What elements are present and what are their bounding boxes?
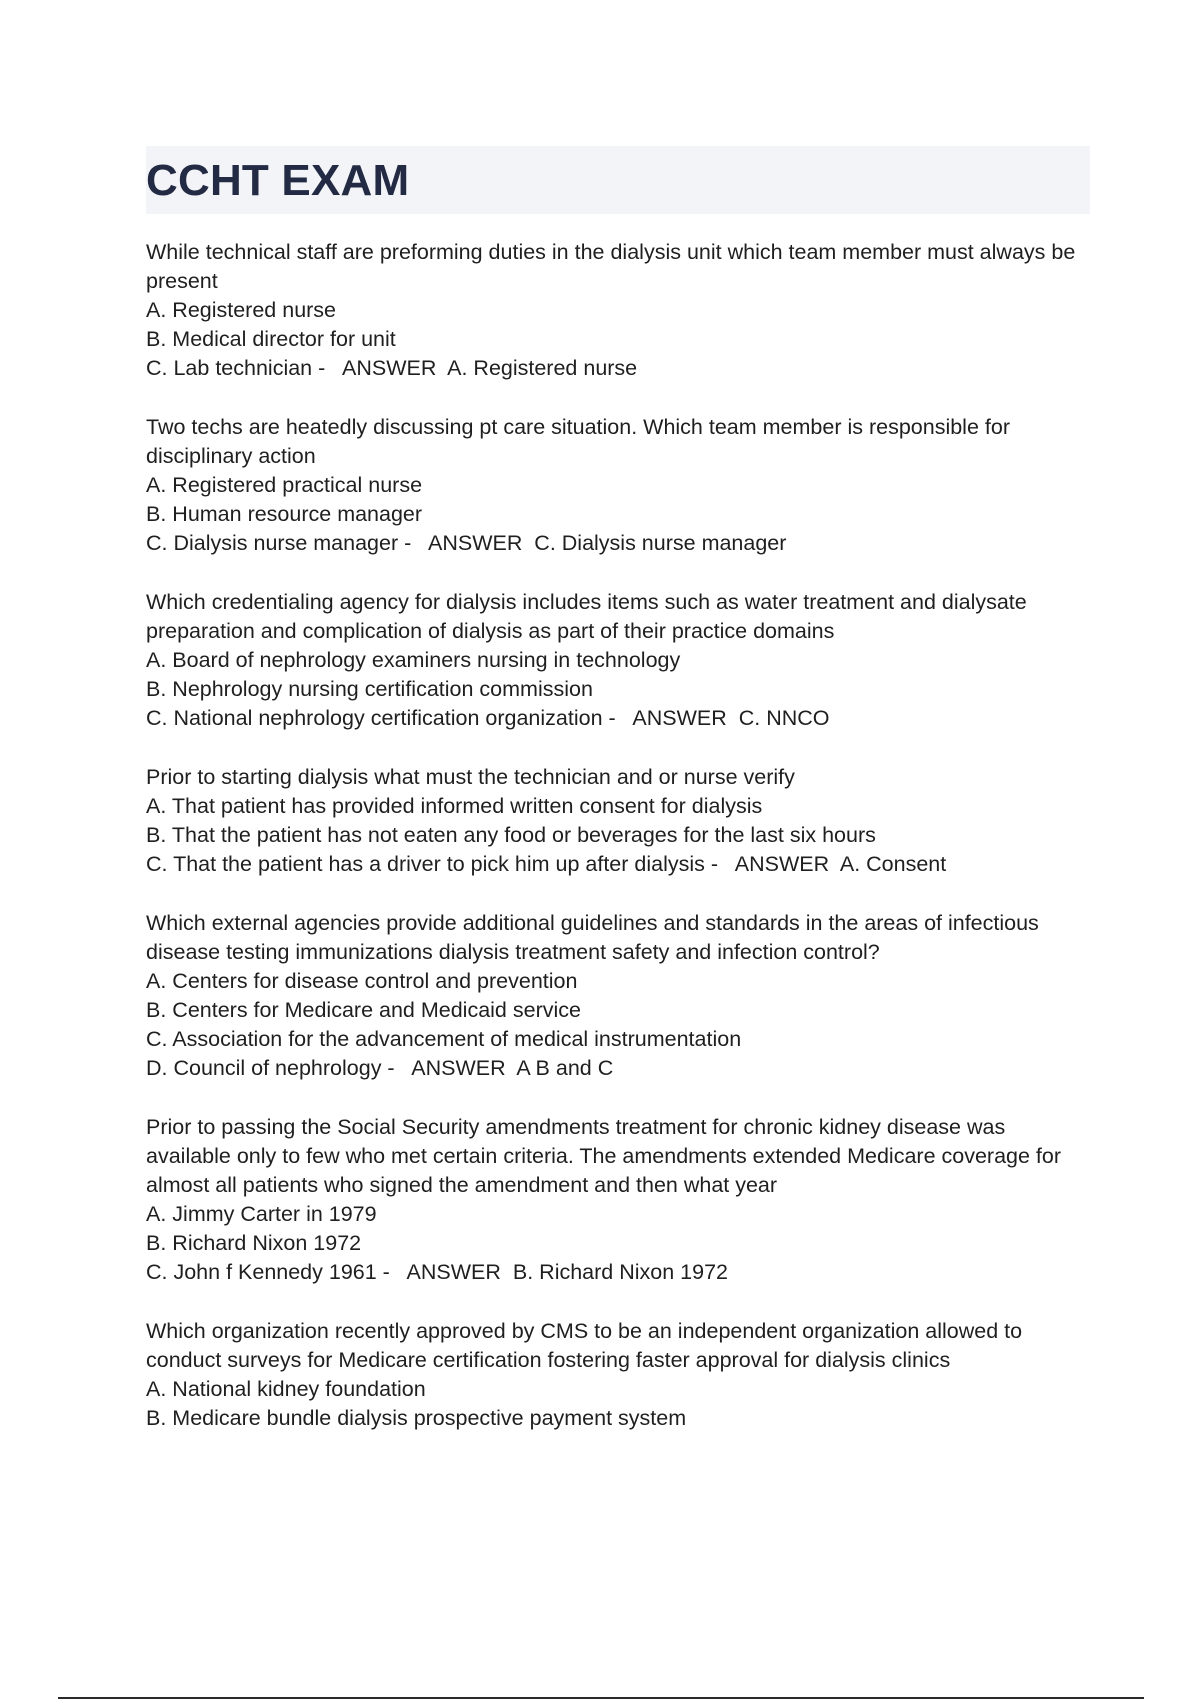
question-stem: Which organization recently approved by CMS to be an independent organization allowed to conduct surveys for Medicare certification fostering faster approval for dialysis clinics	[146, 1319, 1029, 1372]
answer-option: B. Medical director for unit	[146, 327, 396, 351]
answer-option: A. National kidney foundation	[146, 1377, 426, 1401]
answer-option: C. John f Kennedy 1961 - ANSWER B. Richard Nixon 1972	[146, 1260, 728, 1284]
question-stem: Which credentialing agency for dialysis includes items such as water treatment and dialysate preparation and complication of dialysis as part of their practice domains	[146, 590, 1033, 643]
answer-option: B. Human resource manager	[146, 502, 423, 526]
question-stem: While technical staff are preforming duties in the dialysis unit which team member must always be present	[146, 240, 1082, 293]
question-block	[146, 588, 1090, 733]
question-stem: Which external agencies provide additional guidelines and standards in the areas of infectious disease testing immunizations dialysis treatment safety and infection control?	[146, 911, 1045, 964]
question-stem: Prior to passing the Social Security amendments treatment for chronic kidney disease was available only to few who met certain criteria. The amendments extended Medicare coverage for almost all patients who signed the amendment and then what year	[146, 1115, 1068, 1197]
answer-option: D. Council of nephrology - ANSWER A B and C	[146, 1056, 614, 1080]
question-list	[146, 238, 1090, 1463]
question-block	[146, 1113, 1090, 1287]
answer-option: C. Dialysis nurse manager - ANSWER C. Dialysis nurse manager	[146, 531, 787, 555]
answer-option: C. That the patient has a driver to pick him up after dialysis - ANSWER A. Consent	[146, 852, 947, 876]
footer-divider	[58, 1697, 1144, 1699]
answer-option: A. Jimmy Carter in 1979	[146, 1202, 377, 1226]
answer-option: A. Registered practical nurse	[146, 473, 423, 497]
answer-option: B. Richard Nixon 1972	[146, 1231, 362, 1255]
answer-option: C. Lab technician - ANSWER A. Registered nurse	[146, 356, 638, 380]
answer-option: A. Registered nurse	[146, 298, 337, 322]
question-stem: Two techs are heatedly discussing pt care situation. Which team member is responsible for disciplinary action	[146, 415, 1016, 468]
answer-option: B. Centers for Medicare and Medicaid service	[146, 998, 581, 1022]
question-block	[146, 413, 1090, 558]
question-stem: Prior to starting dialysis what must the technician and or nurse verify	[146, 765, 795, 789]
question-block	[146, 1317, 1090, 1433]
answer-option: A. That patient has provided informed written consent for dialysis	[146, 794, 763, 818]
answer-option: C. Association for the advancement of medical instrumentation	[146, 1027, 742, 1051]
answer-option: C. National nephrology certification organization - ANSWER C. NNCO	[146, 706, 830, 730]
answer-option: B. Nephrology nursing certification commission	[146, 677, 593, 701]
question-block	[146, 238, 1090, 383]
title-band	[146, 146, 1090, 214]
answer-option: B. Medicare bundle dialysis prospective payment system	[146, 1406, 687, 1430]
page-title: CCHT EXAM	[146, 156, 410, 205]
answer-option: A. Board of nephrology examiners nursing in technology	[146, 648, 681, 672]
answer-option: A. Centers for disease control and prevention	[146, 969, 578, 993]
answer-option: B. That the patient has not eaten any food or beverages for the last six hours	[146, 823, 876, 847]
question-block	[146, 909, 1090, 1083]
question-block	[146, 763, 1090, 879]
